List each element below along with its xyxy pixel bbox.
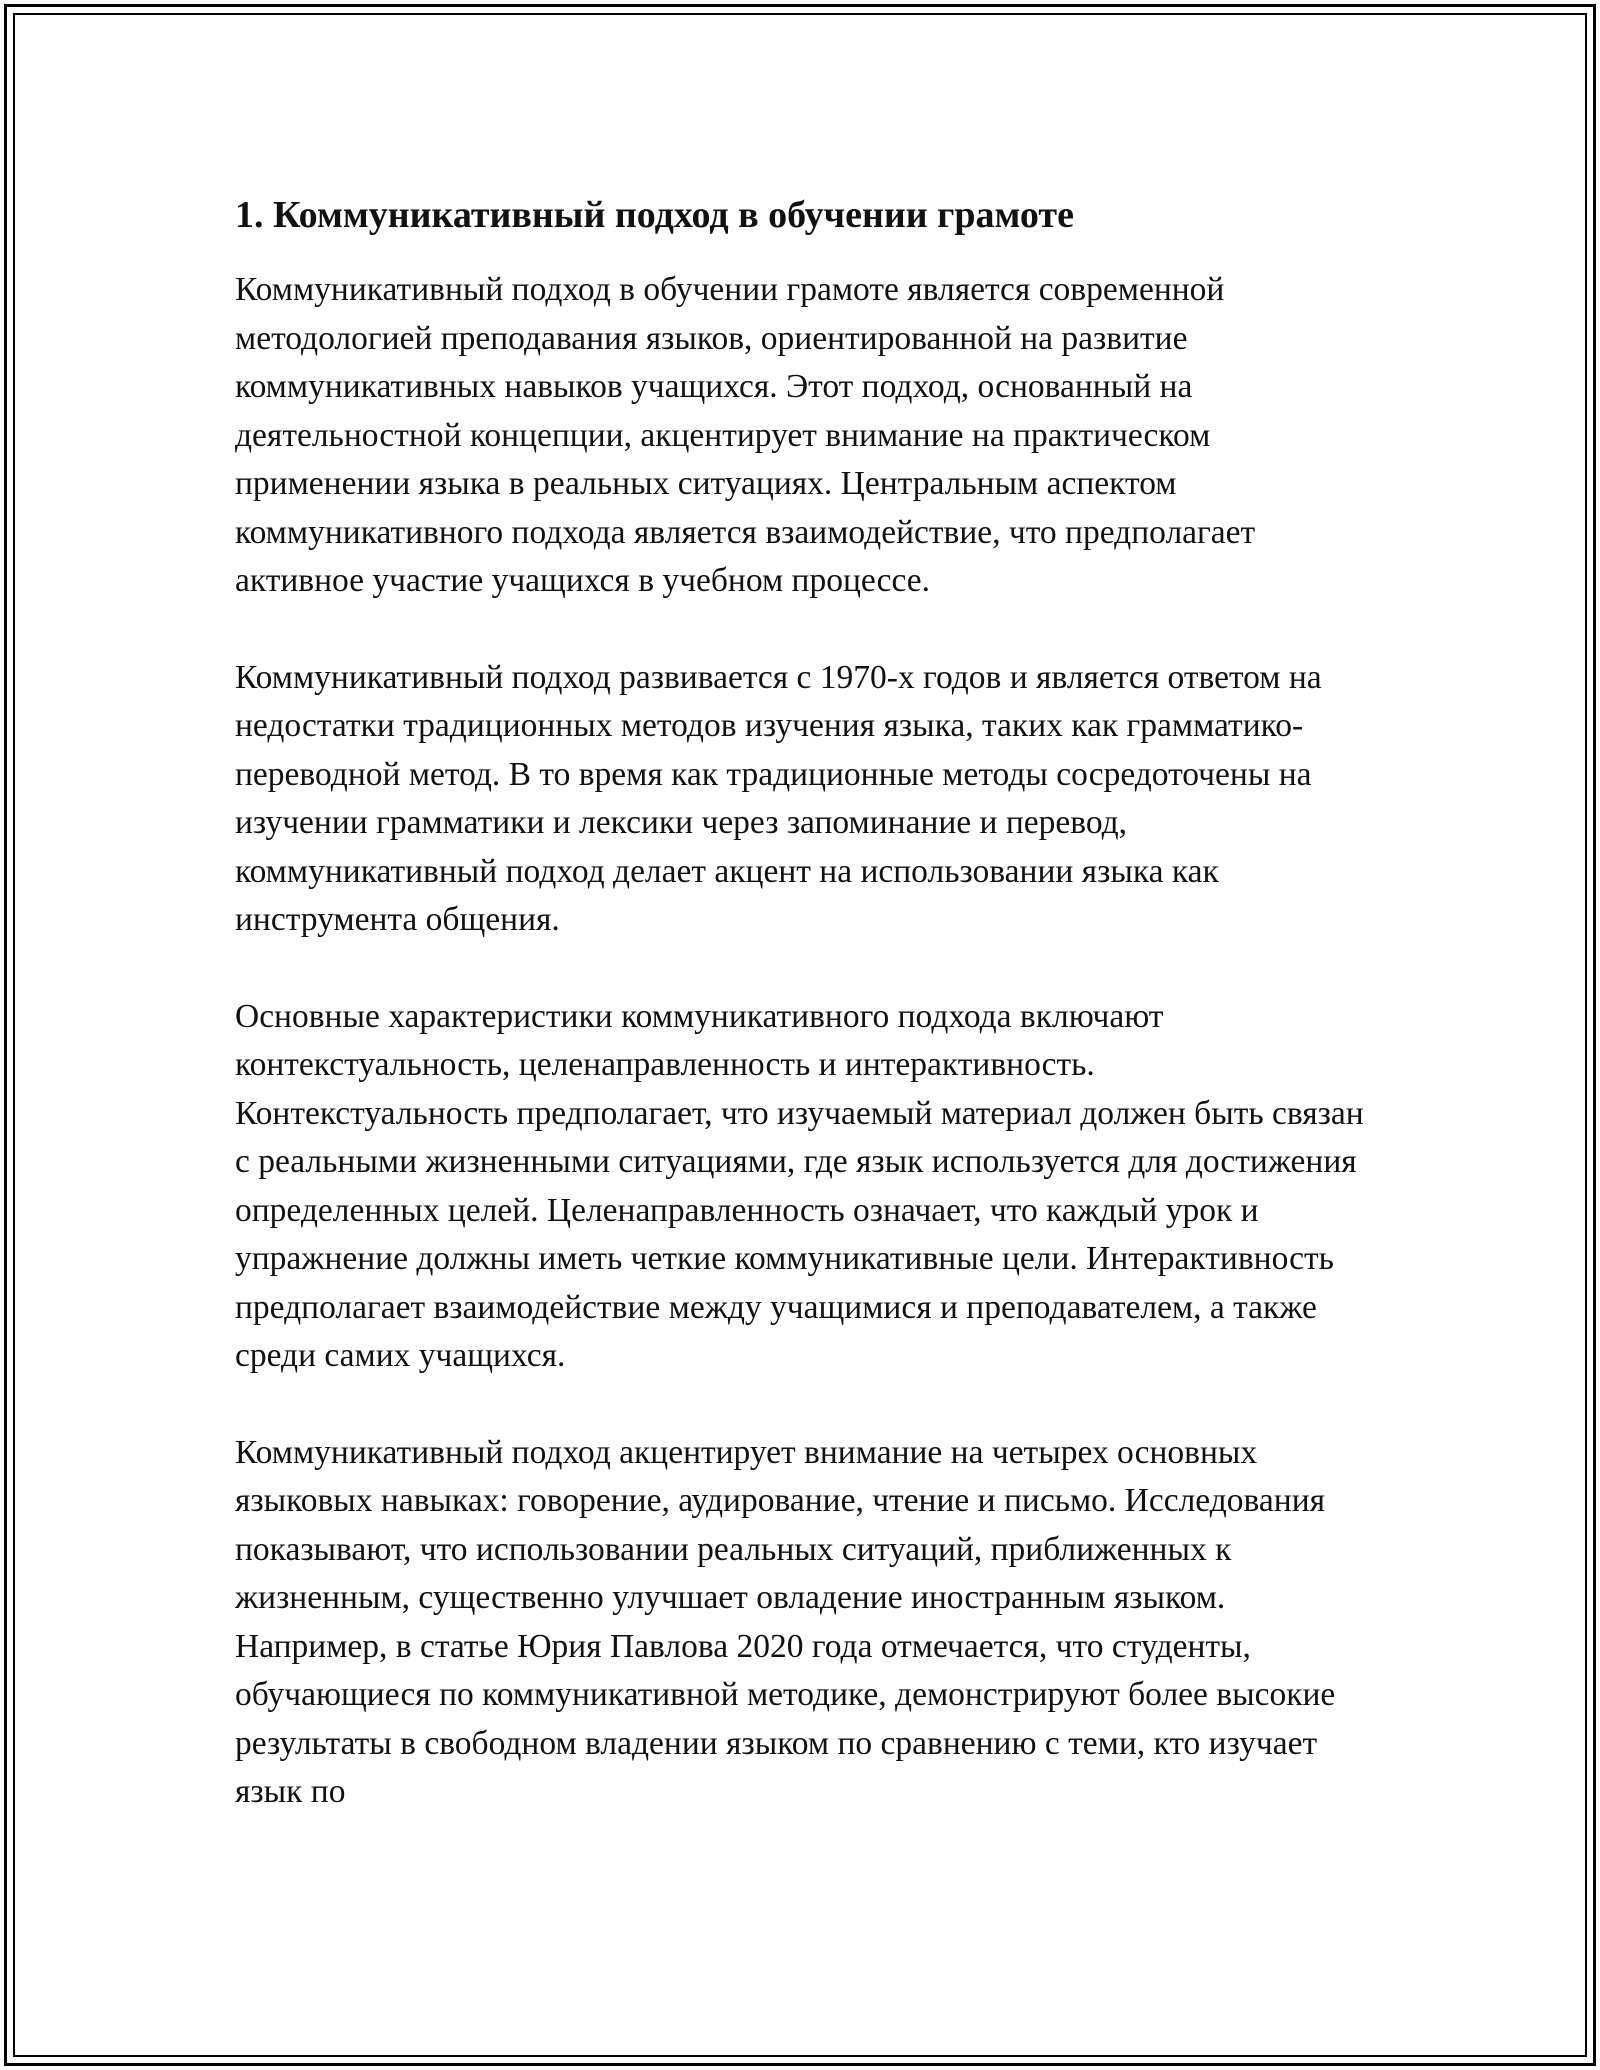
- document-body: [235, 190, 1375, 1817]
- paragraph-1: Коммуникативный подход в обучении грамоте является современной методологией преподавания языков, ориентированной на развитие коммуникативных навыков учащихся. Этот подход, основанный на деятельностной концепции, акцентирует внимание на практическом применении языка в реальных ситуациях. Центральным аспектом коммуникативного подхода является взаимодействие, что предполагает активное участие учащихся в учебном процессе.: [235, 271, 1256, 599]
- paragraph-2: Коммуникативный подход развивается с 1970-х годов и является ответом на недостатки традиционных методов изучения языка, таких как грамматико-переводной метод. В то время как традиционные методы сосредоточены на изучении грамматики и лексики через запоминание и перевод, коммуникативный подход делает акцент на использовании языка как инструмента общения.: [235, 658, 1322, 938]
- paragraph-3: Основные характеристики коммуникативного подхода включают контекстуальность, целенаправленность и интерактивность. Контекстуальность предполагает, что изучаемый материал должен быть связан с реальными жизненными ситуациями, где язык используется для достижения определенных целей. Целенаправленность означает, что каждый урок и упражнение должны иметь четкие коммуникативные цели. Интерактивность предполагает взаимодействие между учащимися и преподавателем, а также среди самих учащихся.: [235, 997, 1364, 1374]
- paragraph-4: Коммуникативный подход акцентирует внимание на четырех основных языковых навыках: говорение, аудирование, чтение и письмо. Исследования показывают, что использовании реальных ситуаций, приближенных к жизненным, существенно улучшает овладение иностранным языком. Например, в статье Юрия Павлова 2020 года отмечается, что студенты, обучающиеся по коммуникативной методике, демонстрируют более высокие результаты в свободном владении языком по сравнению с теми, кто изучает язык по: [235, 1433, 1336, 1810]
- section-heading: 1. Коммуникативный подход в обучении грамоте: [235, 194, 1074, 236]
